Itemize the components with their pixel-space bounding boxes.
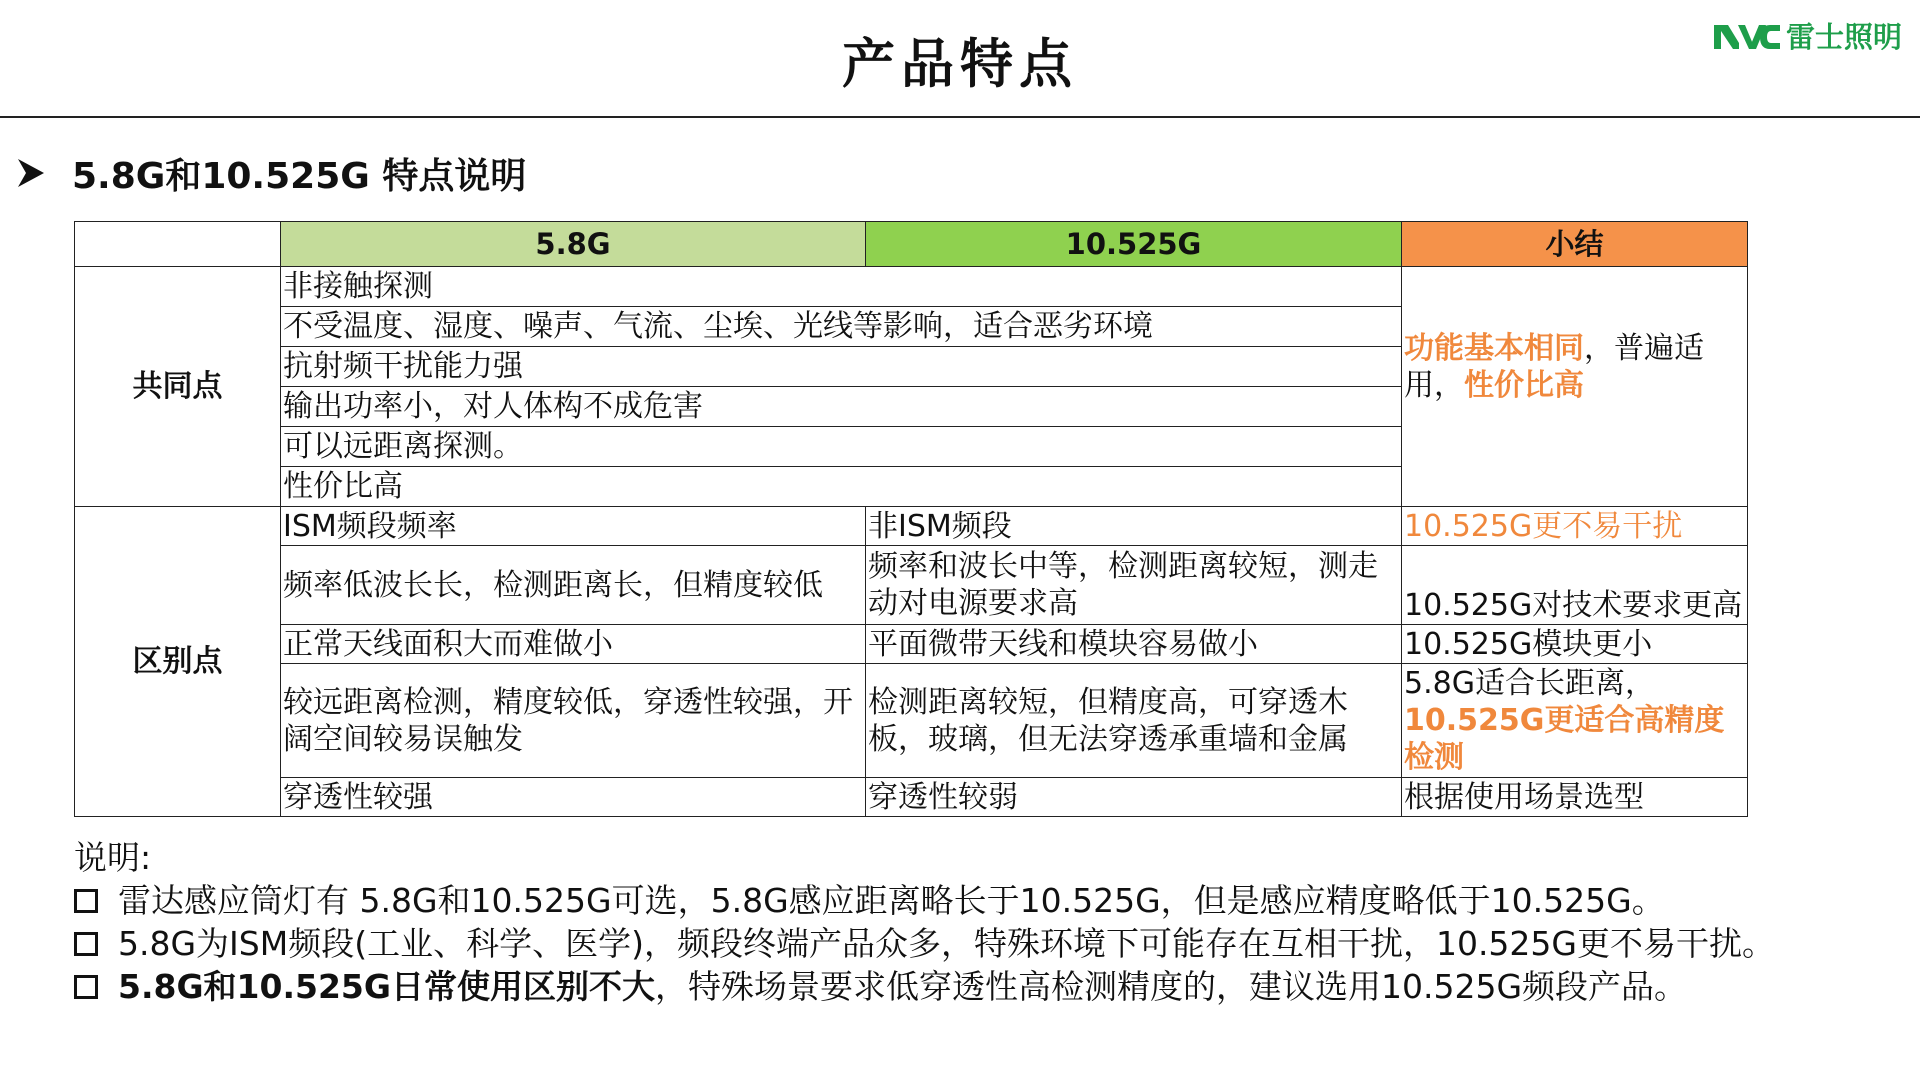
square-bullet-icon bbox=[74, 889, 98, 913]
note-text: 雷达感应筒灯有 5.8G和10.525G可选，5.8G感应距离略长于10.525G，但是感应精度略低于10.525G。 bbox=[118, 881, 1665, 920]
note-item bbox=[74, 922, 1775, 965]
nvc-logo bbox=[1712, 16, 1908, 56]
title-divider bbox=[0, 116, 1920, 118]
note-text: ，特殊场景要求低穿透性高检测精度的，建议选用10.525G频段产品。 bbox=[654, 967, 1688, 1006]
common-point-cell: 可以远距离探测。 bbox=[281, 427, 1402, 467]
summary-highlight: 10.525G更适合高精度检测 bbox=[1404, 703, 1725, 775]
header-summary: 小结 bbox=[1402, 222, 1748, 267]
diff-10-525g-cell: 平面微带天线和模块容易做小 bbox=[866, 625, 1402, 664]
diff-5-8g-cell: ISM频段频率 bbox=[281, 507, 866, 546]
table-row bbox=[75, 507, 1748, 546]
diff-10-525g-cell: 穿透性较弱 bbox=[866, 778, 1402, 817]
diff-5-8g-cell: 较远距离检测，精度较低，穿透性较强，开阔空间较易误触发 bbox=[281, 664, 866, 778]
square-bullet-icon bbox=[74, 975, 98, 999]
header-5-8g: 5.8G bbox=[281, 222, 866, 267]
diff-summary-cell: 10.525G更不易干扰 bbox=[1402, 507, 1748, 546]
common-point-cell: 抗射频干扰能力强 bbox=[281, 347, 1402, 387]
diff-summary-cell: 10.525G对技术要求更高 bbox=[1402, 546, 1748, 625]
summary-text: ，普遍适用， bbox=[1404, 330, 1704, 403]
common-points-label: 共同点 bbox=[75, 267, 281, 507]
diff-10-525g-cell: 频率和波长中等，检测距离较短，测走动对电源要求高 bbox=[866, 546, 1402, 625]
common-point-cell: 不受温度、湿度、噪声、气流、尘埃、光线等影响，适合恶劣环境 bbox=[281, 307, 1402, 347]
diff-summary-cell: 10.525G模块更小 bbox=[1402, 625, 1748, 664]
differences-label: 区别点 bbox=[75, 507, 281, 817]
table-row bbox=[75, 267, 1748, 307]
header-corner-cell bbox=[75, 222, 281, 267]
common-summary-cell bbox=[1402, 267, 1748, 507]
page-title: 产品特点 bbox=[842, 34, 1078, 95]
common-point-cell: 非接触探测 bbox=[281, 267, 1402, 307]
table-row bbox=[75, 625, 1748, 664]
diff-10-525g-cell: 检测距离较短，但精度高，可穿透木板，玻璃，但无法穿透承重墙和金属 bbox=[866, 664, 1402, 778]
table-header-row bbox=[75, 222, 1748, 267]
svg-text:雷士照明: 雷士照明 bbox=[1786, 20, 1903, 54]
diff-5-8g-cell: 正常天线面积大而难做小 bbox=[281, 625, 866, 664]
common-point-cell: 性价比高 bbox=[281, 467, 1402, 507]
table-row bbox=[75, 546, 1748, 625]
table-row bbox=[75, 778, 1748, 817]
section-heading-text: 5.8G和10.525G 特点说明 bbox=[72, 155, 527, 197]
note-item bbox=[74, 879, 1775, 922]
comparison-table bbox=[74, 221, 1748, 817]
arrowhead-bullet-icon bbox=[18, 159, 44, 187]
diff-5-8g-cell: 穿透性较强 bbox=[281, 778, 866, 817]
diff-5-8g-cell: 频率低波长长，检测距离长，但精度较低 bbox=[281, 546, 866, 625]
notes-heading: 说明: bbox=[74, 838, 152, 877]
section-heading bbox=[18, 150, 526, 196]
summary-highlight: 性价比高 bbox=[1464, 367, 1584, 403]
note-item bbox=[74, 965, 1775, 1008]
square-bullet-icon bbox=[74, 932, 98, 956]
diff-10-525g-cell: 非ISM频段 bbox=[866, 507, 1402, 546]
header-10-525g: 10.525G bbox=[866, 222, 1402, 267]
diff-summary-cell: 根据使用场景选型 bbox=[1402, 778, 1748, 817]
table-row bbox=[75, 664, 1748, 778]
summary-highlight: 功能基本相同 bbox=[1404, 330, 1584, 366]
common-point-cell: 输出功率小，对人体构不成危害 bbox=[281, 387, 1402, 427]
note-text: 5.8G为ISM频段(工业、科学、医学)，频段终端产品众多，特殊环境下可能存在互相干扰，10.525G更不易干扰。 bbox=[118, 924, 1775, 963]
note-bold-text: 5.8G和10.525G日常使用区别不大 bbox=[118, 967, 655, 1006]
notes-section bbox=[74, 836, 1775, 1008]
diff-summary-cell bbox=[1402, 664, 1748, 778]
summary-text: 5.8G适合长距离， bbox=[1404, 666, 1655, 701]
